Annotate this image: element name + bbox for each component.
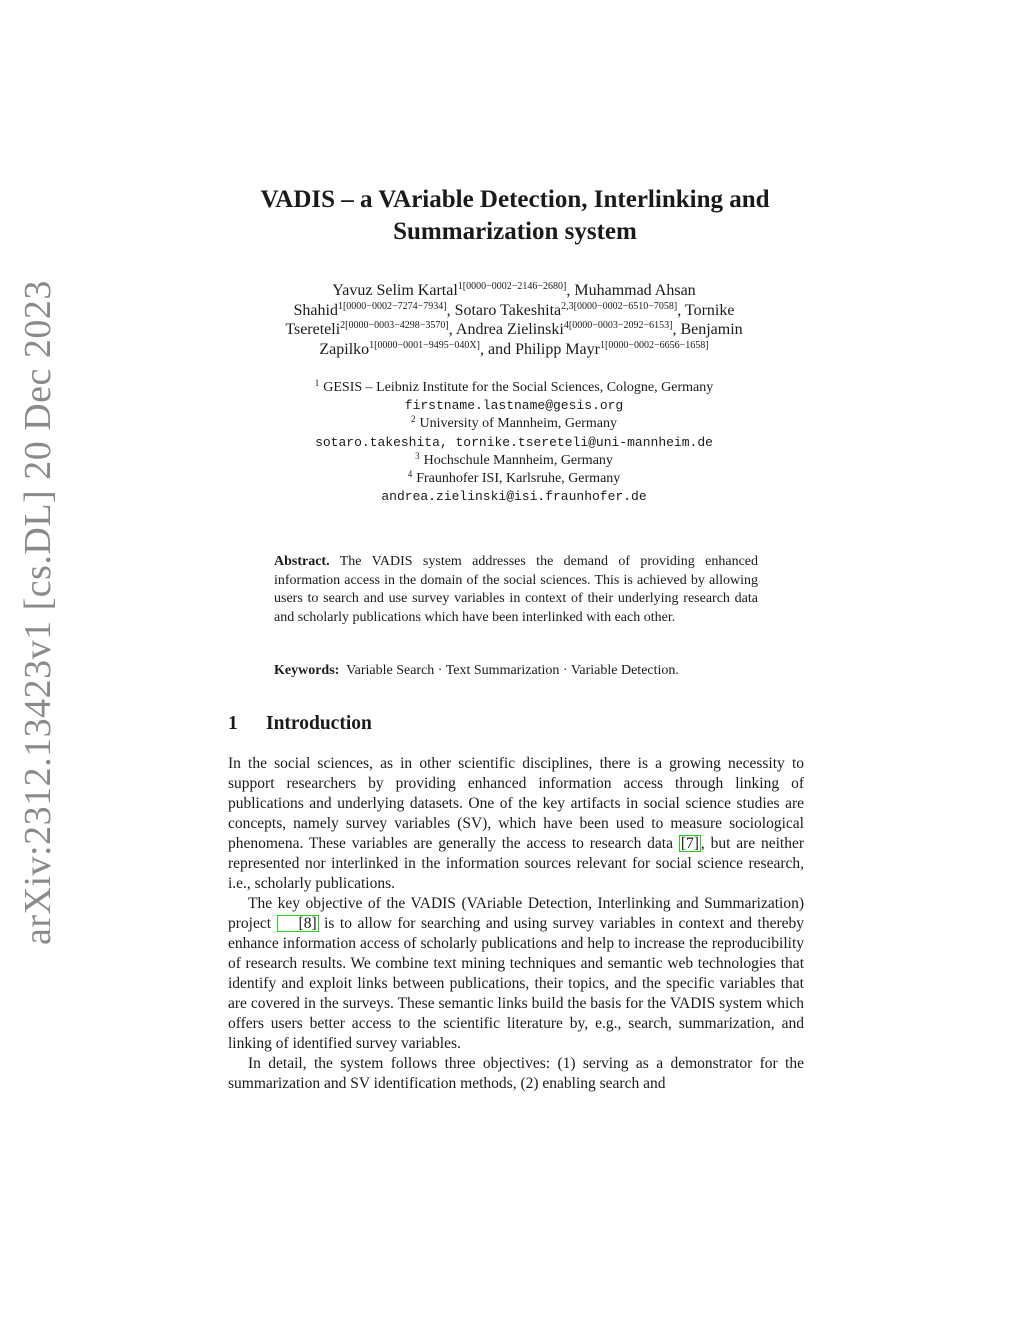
- section-title: Introduction: [266, 713, 372, 734]
- abstract-label: Abstract.: [274, 554, 330, 569]
- author-name: , Andrea Zielinski: [448, 321, 564, 338]
- affiliation-2: $^2$ University of Mannheim, Germany: [410, 414, 617, 432]
- author-orcid: 2,3[0000−0002−6510−7058]: [561, 300, 678, 312]
- author-name: , and Philipp Mayr: [479, 340, 600, 358]
- author-name: , Benjamin: [672, 321, 743, 338]
- author-name: Shahid: [293, 301, 338, 319]
- author-orcid: 4[0000−0003−2092−6153]: [563, 320, 673, 331]
- author-line-4: [214, 340, 814, 360]
- affiliation-email-2[interactable]: sotaro.takeshita, tornike.tsereteli@uni-mannheim.de: [315, 434, 713, 450]
- affiliation-4: $^4$ Fraunhofer ISI, Karlsruhe, Germany: [407, 469, 621, 487]
- paragraph-3: In detail, the system follows three objectives: (1) serving as a demonstrator for the summarization and SV identification methods, (2) enabling search and: [228, 1055, 804, 1092]
- author-line-3: [214, 320, 814, 340]
- affiliation-1: $^1$ GESIS – Leibniz Institute for the Social Sciences, Cologne, Germany: [314, 378, 714, 395]
- author-name: , Tornike: [677, 301, 735, 319]
- author-line-1: [214, 281, 814, 301]
- abstract: [274, 553, 758, 627]
- affiliation-list: [214, 379, 814, 506]
- citation-link-8[interactable]: [8]: [277, 915, 319, 932]
- author-orcid: 2[0000−0003−4298−3570]: [340, 320, 449, 331]
- introduction-body: [228, 754, 804, 1094]
- title-line-2: Summarization system: [393, 218, 637, 245]
- author-name: , Sotaro Takeshita: [446, 301, 562, 319]
- author-orcid: 1[0000−0001−9495−040X]: [369, 339, 480, 351]
- arxiv-identifier-stamp: arXiv:2312.13423v1 [cs.DL] 20 Dec 2023: [17, 280, 59, 945]
- author-list: [214, 281, 814, 359]
- section-heading-introduction: [228, 711, 372, 737]
- abstract-text: The VADIS system addresses the demand of providing enhanced information access in the domain of the social sciences. This is achieved by allowing users to search and use survey variables in context of their underlying research data and scholarly publications which have been interlinked with each other.: [274, 554, 758, 625]
- author-orcid: 1[0000−0002−6656−1658]: [599, 339, 709, 351]
- affiliation-3: $^3$ Hochschule Mannheim, Germany: [415, 450, 613, 468]
- keywords-label: Keywords:: [274, 663, 340, 678]
- affiliation-email-1[interactable]: firstname.lastname@gesis.org: [404, 398, 624, 414]
- citation-link-7[interactable]: [7]: [680, 835, 699, 852]
- affiliation-number: 4: [407, 469, 413, 480]
- affiliation-number: 1: [314, 378, 320, 388]
- author-name: Tsereteli: [285, 321, 341, 338]
- author-line-2: [214, 301, 814, 321]
- author-orcid: 1[0000−0002−2146−2680]: [457, 281, 567, 292]
- keywords-text: Variable Search · Text Summarization · Variable Detection.: [346, 663, 679, 678]
- paragraph-2: The key objective of the VADIS (VAriable Detection, Interlinking and Summarization) project [8] is to allow for searching and using survey variables in context and thereby enhance information access of scholarly publications and help to increase the reproducibility of research results. We combine text mining techniques and semantic web technologies that identify and exploit links between publications, their topics, and the specific variables that are covered in the surveys. These semantic links build the basis for the VADIS system which offers users better access to the scientific literature by, e.g., search, summarization, and linking of identified survey variables.: [228, 895, 804, 1052]
- section-number: 1: [228, 713, 238, 734]
- keywords: [274, 662, 774, 681]
- author-name: Zapilko: [319, 340, 370, 358]
- affiliation-number: 2: [410, 414, 416, 425]
- author-name: Yavuz Selim Kartal: [332, 282, 458, 299]
- affiliation-email-4[interactable]: andrea.zielinski@isi.fraunhofer.de: [381, 489, 647, 505]
- affiliation-number: 3: [415, 450, 420, 461]
- paper-title: [200, 184, 830, 248]
- paragraph-1: In the social sciences, as in other scientific disciplines, there is a growing necessity to support researchers by providing enhanced information access through linking of publications and underlying datasets. One of the key artifacts in social science studies are concepts, namely survey variables (SV), which have been used to measure sociological phenomena. These variables are generally the access to research data [7] , but are neither represented nor interlinked in the information sources relevant for social science research, i.e., scholarly publications.: [228, 755, 805, 892]
- author-name: , Muhammad Ahsan: [566, 282, 696, 299]
- author-orcid: 1[0000−0002−7274−7934]: [337, 300, 447, 312]
- title-line-1: VADIS – a VAriable Detection, Interlinking and: [260, 186, 770, 213]
